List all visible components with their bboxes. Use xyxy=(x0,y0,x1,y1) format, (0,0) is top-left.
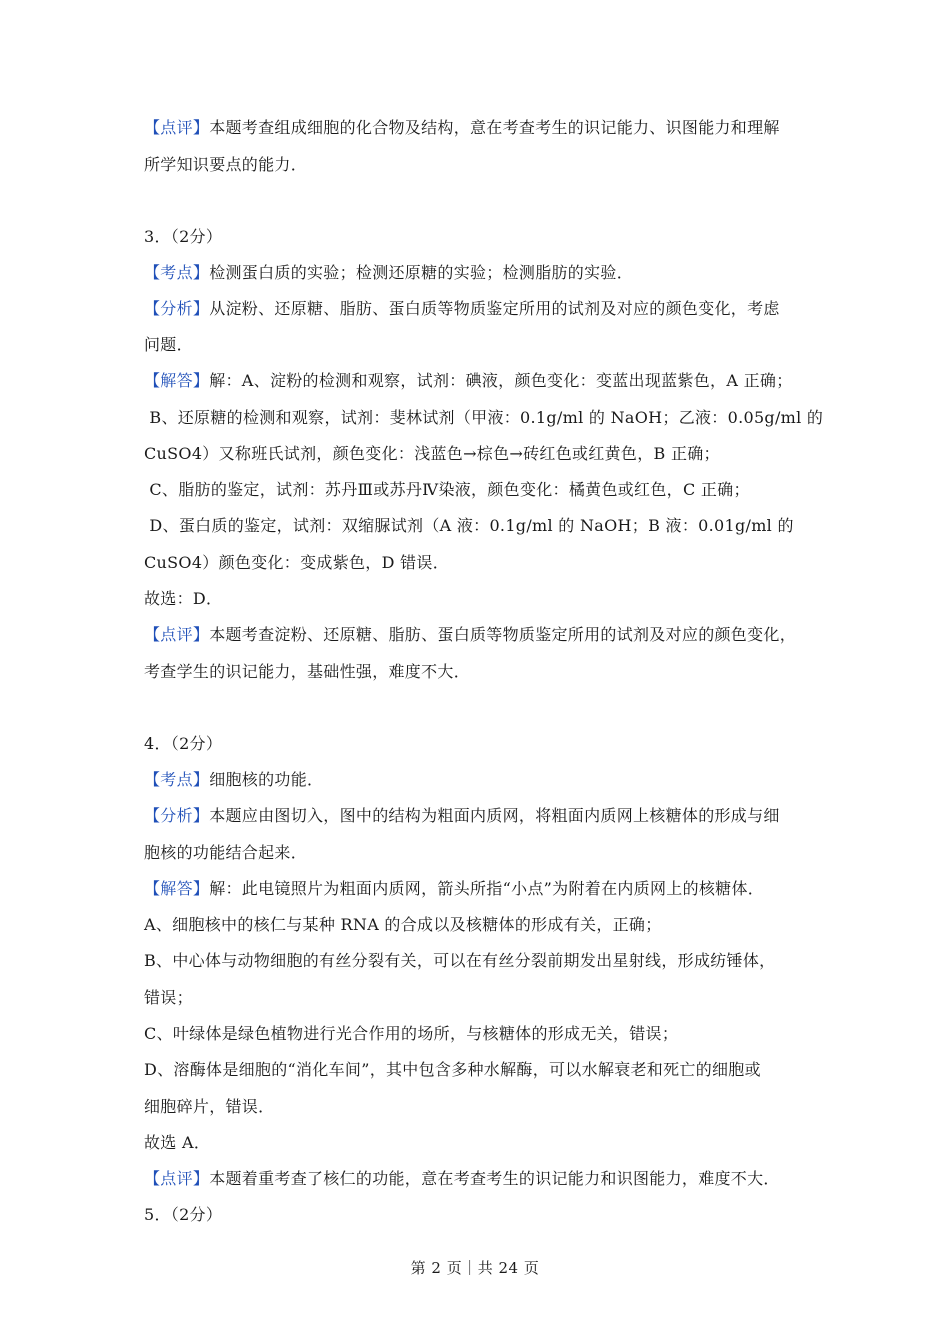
kaodian-text: 检测蛋白质的实验；检测还原糖的实验；检测脂肪的实验． xyxy=(209,263,634,282)
q3-jieda-c: C、脂肪的鉴定，试剂：苏丹Ⅲ或苏丹Ⅳ染液，颜色变化：橘黄色或红色，C 正确； xyxy=(144,480,750,499)
jieda-text: 解：此电镜照片为粗面内质网，箭头所指“小点”为附着在内质网上的核糖体． xyxy=(209,879,765,898)
q4-fenxi xyxy=(144,805,814,827)
q3-kaodian xyxy=(144,262,814,284)
kaodian-tag: 【考点】 xyxy=(144,263,210,282)
page-footer: 第 2 页｜共 24 页 xyxy=(410,1259,540,1277)
jieda-tag: 【解答】 xyxy=(144,879,210,898)
q3-comment-cont: 考查学生的识记能力，基础性强，难度不大． xyxy=(144,662,471,681)
fenxi-tag: 【分析】 xyxy=(144,806,210,825)
q3-fenxi-cont: 问题． xyxy=(144,335,193,354)
comment-tag: 【点评】 xyxy=(144,625,210,644)
question-5-header: 5．（2分） xyxy=(144,1205,223,1224)
q4-jieda-d: D、溶酶体是细胞的“消化车间”，其中包含多种水解酶，可以水解衰老和死亡的细胞或 xyxy=(144,1060,761,1079)
q4-comment xyxy=(144,1168,814,1190)
q3-jieda-b-cont: CuSO4）又称班氏试剂，颜色变化：浅蓝色→棕色→砖红色或红黄色，B 正确； xyxy=(144,444,720,463)
comment-text-cont: 所学知识要点的能力． xyxy=(144,155,308,174)
q3-fenxi xyxy=(144,298,814,320)
comment-text: 本题考查淀粉、还原糖、脂肪、蛋白质等物质鉴定所用的试剂及对应的颜色变化， xyxy=(209,625,797,644)
q4-jieda-b: B、中心体与动物细胞的有丝分裂有关，可以在有丝分裂前期发出星射线，形成纺锤体， xyxy=(144,951,776,970)
comment-line xyxy=(144,117,814,139)
comment-text: 本题考查组成细胞的化合物及结构，意在考查考生的识记能力、识图能力和理解 xyxy=(209,118,780,137)
jieda-text: 解：A、淀粉的检测和观察，试剂：碘液，颜色变化：变蓝出现蓝紫色，A 正确； xyxy=(209,371,793,390)
q4-jieda-d-cont: 细胞碎片，错误． xyxy=(144,1097,275,1116)
q3-comment xyxy=(144,624,814,646)
kaodian-text: 细胞核的功能． xyxy=(209,770,324,789)
comment-tag: 【点评】 xyxy=(144,1169,210,1188)
question-4-header: 4．（2分） xyxy=(144,734,223,753)
q3-answer: 故选：D． xyxy=(144,589,223,608)
q3-jieda-d-cont: CuSO4）颜色变化：变成紫色，D 错误． xyxy=(144,553,450,572)
fenxi-text: 本题应由图切入，图中的结构为粗面内质网，将粗面内质网上核糖体的形成与细 xyxy=(209,806,780,825)
q4-jieda-a: A、细胞核中的核仁与某种 RNA 的合成以及核糖体的形成有关，正确； xyxy=(144,915,662,934)
fenxi-tag: 【分析】 xyxy=(144,299,210,318)
q4-kaodian xyxy=(144,769,814,791)
q4-jieda xyxy=(144,878,814,900)
q4-jieda-c: C、叶绿体是绿色植物进行光合作用的场所，与核糖体的形成无关，错误； xyxy=(144,1024,679,1043)
q3-jieda-b: B、还原糖的检测和观察，试剂：斐林试剂（甲液：0.1g/ml 的 NaOH；乙液：0.05g/ml 的 xyxy=(144,408,824,427)
question-3-header: 3．（2分） xyxy=(144,227,223,246)
q4-answer: 故选 A． xyxy=(144,1133,211,1152)
kaodian-tag: 【考点】 xyxy=(144,770,210,789)
comment-text: 本题着重考查了核仁的功能，意在考查考生的识记能力和识图能力，难度不大． xyxy=(209,1169,780,1188)
fenxi-text: 从淀粉、还原糖、脂肪、蛋白质等物质鉴定所用的试剂及对应的颜色变化，考虑 xyxy=(209,299,780,318)
q3-jieda xyxy=(144,370,814,392)
q3-jieda-d: D、蛋白质的鉴定，试剂：双缩脲试剂（A 液：0.1g/ml 的 NaOH；B 液：0.01g/ml 的 xyxy=(144,516,794,535)
comment-tag: 【点评】 xyxy=(144,118,210,137)
jieda-tag: 【解答】 xyxy=(144,371,210,390)
q4-jieda-b-cont: 错误； xyxy=(144,988,193,1007)
q4-fenxi-cont: 胞核的功能结合起来． xyxy=(144,843,308,862)
